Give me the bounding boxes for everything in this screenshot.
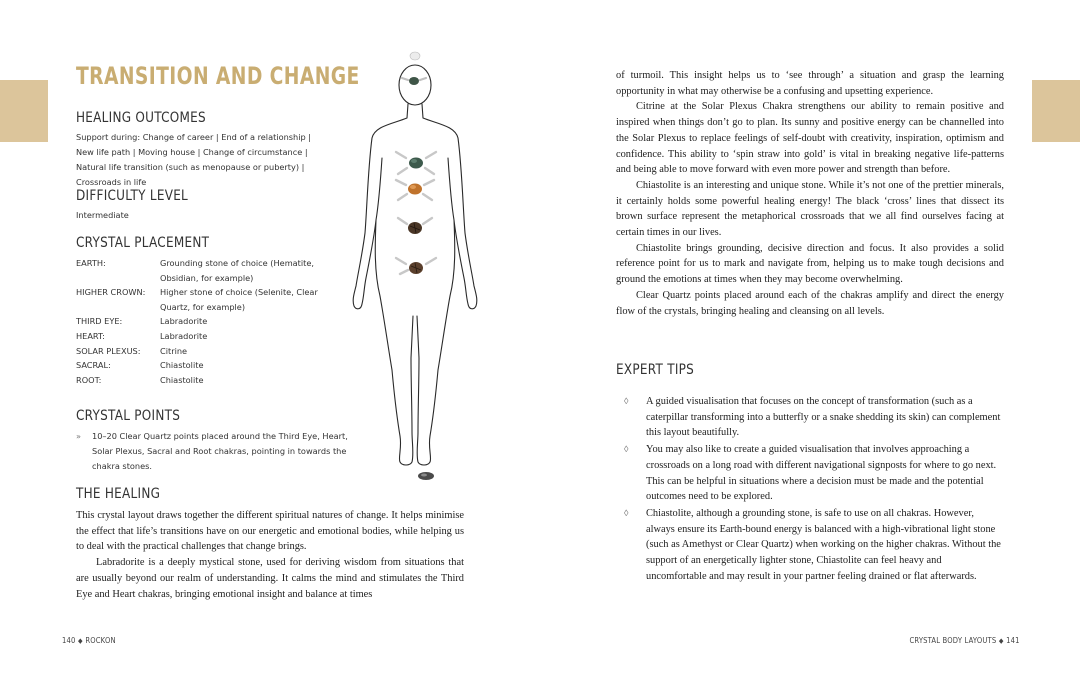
healing-paragraph: This crystal layout draws together the different spiritual natures of change. It helps minimise the effect that life’s transitions have on our energetic and emotional bodies, while helping us to deal with the practical challenges that change brings. <box>76 510 464 553</box>
heart-stone <box>409 158 423 169</box>
placement-stone: Labradorite <box>160 330 208 341</box>
placement-row-higher-crown <box>76 285 330 314</box>
crystal-points-heading: CRYSTAL POINTS <box>76 408 181 424</box>
body-paragraph: Citrine at the Solar Plexus Chakra strengthens our ability to remain positive and inspired when things don’t go to plan. Its sunny and positive energy can be channelled into the Solar Plexus to replace feelings of self-doubt with creativity, inspiration, optimism and confidence. This ability to ‘spin straw into gold’ is vital in breaking negative life-patterns and being able to move forward with even more power and strength than before. <box>616 101 1004 176</box>
body-crystal-layout-figure <box>340 48 490 488</box>
placement-position: HIGHER CROWN: <box>76 287 146 298</box>
left-folio <box>62 636 116 645</box>
placement-row-root <box>76 373 330 388</box>
left-page-number: 140 <box>62 636 76 645</box>
crystal-points-text: 10–20 Clear Quartz points placed around the Third Eye, Heart, Solar Plexus, Sacral and Root chakras, pointing in towards the chakra stones. <box>92 431 348 471</box>
placement-position: ROOT: <box>76 374 102 385</box>
section-title: CRYSTAL BODY LAYOUTS <box>909 636 997 645</box>
difficulty-value: Intermediate <box>76 210 129 220</box>
placement-row-sacral <box>76 358 330 373</box>
book-title: ROCKON <box>85 636 116 645</box>
placement-position: SOLAR PLEXUS: <box>76 345 141 356</box>
right-page-body <box>616 68 1004 319</box>
placement-position: EARTH: <box>76 258 106 268</box>
expert-tips-heading: EXPERT TIPS <box>616 362 695 378</box>
placement-stone: Labradorite <box>160 316 208 327</box>
expert-tip-item <box>624 506 1002 585</box>
root-stone <box>409 262 423 274</box>
crystal-placement-table <box>76 256 330 387</box>
placement-stone: Higher stone of choice (Selenite, Clear Quartz, for example) <box>160 287 318 312</box>
diamond-bullet-icon: ◊ <box>624 396 629 406</box>
placement-stone: Citrine <box>160 345 188 356</box>
placement-position: HEART: <box>76 330 105 341</box>
diamond-bullet-icon: ◊ <box>624 444 629 455</box>
right-folio <box>910 636 1020 645</box>
crystal-points-marker: » <box>76 431 82 441</box>
folio-diamond-icon: ◆ <box>999 637 1004 645</box>
the-healing-body <box>76 508 464 602</box>
placement-row-third-eye <box>76 314 330 329</box>
right-page-tab <box>1032 80 1080 142</box>
healing-outcomes-heading: HEALING OUTCOMES <box>76 110 206 126</box>
body-paragraph: of turmoil. This insight helps us to ‘see through’ a situation and grasp the learning opportunity in what may otherwise be a confusing and upsetting experience. <box>616 70 1004 97</box>
page-title: TRANSITION AND CHANGE <box>76 62 360 90</box>
third-eye-stone <box>409 77 419 85</box>
healing-paragraph: Labradorite is a deeply mystical stone, used for deriving wisdom from situations that are usually beyond our realm of understanding. It calms the mind and stimulates the Third Eye and Heart chakras, bringing emotional insight and balance at times <box>76 557 464 600</box>
expert-tip-item <box>624 442 1002 505</box>
expert-tip-text: You may also like to create a guided visualisation that involves approaching a crossroads on a long road with different navigational signposts for where to go next. This can be helpful in situations where a decision must be made and the potential outcomes need to be explored. <box>646 444 997 503</box>
solar-plexus-stone <box>408 184 422 195</box>
expert-tip-text: Chiastolite, although a grounding stone, is safe to use on all chakras. However, always ensure its Earth-bound energy is balanced with a high-vibrational light stone (such as Amethyst or Clear Quartz) when working on the higher chakras. Without the support of an energetically lighter stone, Chiastolite can feel heavy and uncomfortable and may result in your partner feeling drained or flat afterwards. <box>646 507 1001 582</box>
expert-tip-text: A guided visualisation that focuses on the concept of transformation (such as a caterpillar transforming into a butterfly or a snake shedding its skin) can complement this layout beautifully. <box>646 396 1001 439</box>
expert-tip-item <box>624 394 1002 441</box>
placement-stone: Chiastolite <box>160 360 204 371</box>
left-page-tab <box>0 80 48 142</box>
folio-diamond-icon: ◆ <box>78 637 83 645</box>
right-page-number: 141 <box>1006 636 1020 645</box>
sacral-stone <box>408 222 422 234</box>
difficulty-heading: DIFFICULTY LEVEL <box>76 188 189 204</box>
placement-stone: Grounding stone of choice (Hematite, Obsidian, for example) <box>160 258 315 283</box>
healing-outcomes-text: Support during: Change of career | End of a relationship | New life path | Moving house | Change of circumstance | Natural life transition (such as menopause or puberty) | Crossroads in life <box>76 132 312 187</box>
diamond-bullet-icon: ◊ <box>624 507 629 518</box>
expert-tips-list <box>624 394 1002 585</box>
body-paragraph: Chiastolite is an interesting and unique stone. While it’s not one of the prettier minerals, it certainly holds some powerful healing energy! The black ‘cross’ lines that dissect its brown surface represent the metaphorical crossroads that we all find ourselves facing at certain times in our lives. <box>616 179 1004 239</box>
the-healing-heading: THE HEALING <box>76 486 161 502</box>
placement-position: THIRD EYE: <box>76 316 123 327</box>
body-paragraph: Clear Quartz points placed around each of the chakras amplify and direct the energy flow of the crystals, bringing healing and cleansing on all levels. <box>616 289 1004 317</box>
placement-stone: Chiastolite <box>160 374 204 385</box>
placement-row-heart <box>76 329 330 344</box>
body-paragraph: Chiastolite brings grounding, decisive direction and focus. It also provides a solid reference point for us to mark and navigate from, helping us to make tough decisions and ground the emotions at times when they may become overwhelming. <box>616 242 1004 286</box>
higher-crown-stone <box>410 52 420 60</box>
earth-stone <box>418 472 434 480</box>
crystal-placement-heading: CRYSTAL PLACEMENT <box>76 235 210 251</box>
placement-position: SACRAL: <box>76 360 111 371</box>
placement-row-solar-plexus <box>76 344 330 359</box>
placement-row-earth <box>76 256 330 285</box>
